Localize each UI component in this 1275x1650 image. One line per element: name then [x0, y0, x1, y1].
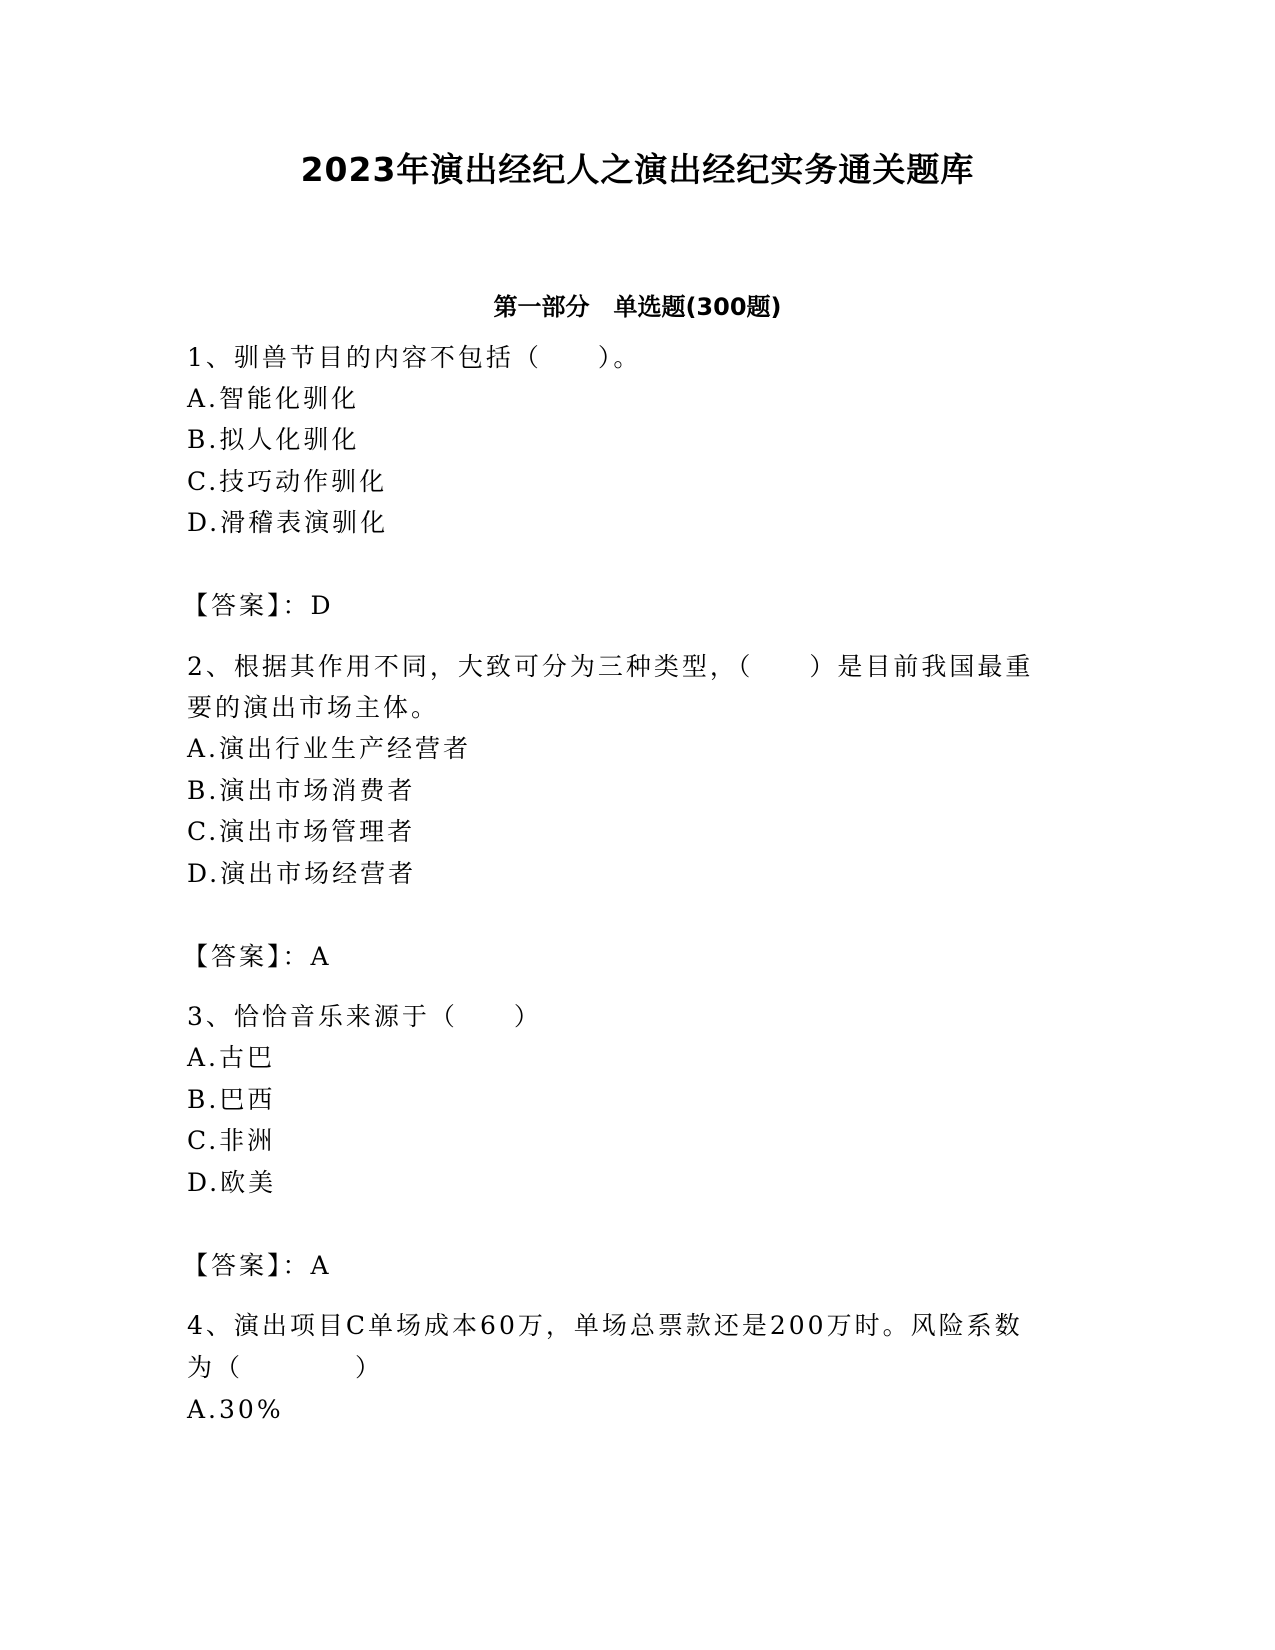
question-stem-continued: 要的演出市场主体。: [187, 693, 440, 722]
option-d: D.滑稽表演驯化: [187, 508, 389, 537]
question-stem: 3、恰恰音乐来源于（ ）: [187, 1002, 542, 1031]
option-c: C.演出市场管理者: [187, 817, 416, 846]
question-stem: 4、演出项目C单场成本60万，单场总票款还是200万时。风险系数: [187, 1311, 1023, 1340]
question-stem-continued: 为（ ）: [187, 1353, 384, 1382]
document-title: 2023年演出经纪人之演出经纪实务通关题库: [300, 150, 975, 189]
option-a: A.演出行业生产经营者: [187, 734, 472, 763]
option-d: D.演出市场经营者: [187, 859, 417, 888]
option-a: A.智能化驯化: [187, 384, 360, 413]
option-b: B.巴西: [187, 1085, 276, 1114]
question-stem: 1、驯兽节目的内容不包括（ ）。: [187, 343, 642, 372]
option-d: D.欧美: [187, 1168, 277, 1197]
option-a: A.古巴: [187, 1043, 276, 1072]
section-heading: 第一部分 单选题(300题): [493, 293, 782, 321]
answer-line: 【答案】：D: [183, 591, 334, 620]
option-a: A.30%: [187, 1395, 284, 1424]
option-c: C.技巧动作驯化: [187, 467, 388, 496]
answer-line: 【答案】：A: [183, 1251, 332, 1280]
option-c: C.非洲: [187, 1126, 276, 1155]
question-stem: 2、根据其作用不同，大致可分为三种类型，（ ）是目前我国最重: [187, 652, 1034, 681]
answer-line: 【答案】：A: [183, 942, 332, 971]
option-b: B.演出市场消费者: [187, 776, 416, 805]
option-b: B.拟人化驯化: [187, 425, 360, 454]
